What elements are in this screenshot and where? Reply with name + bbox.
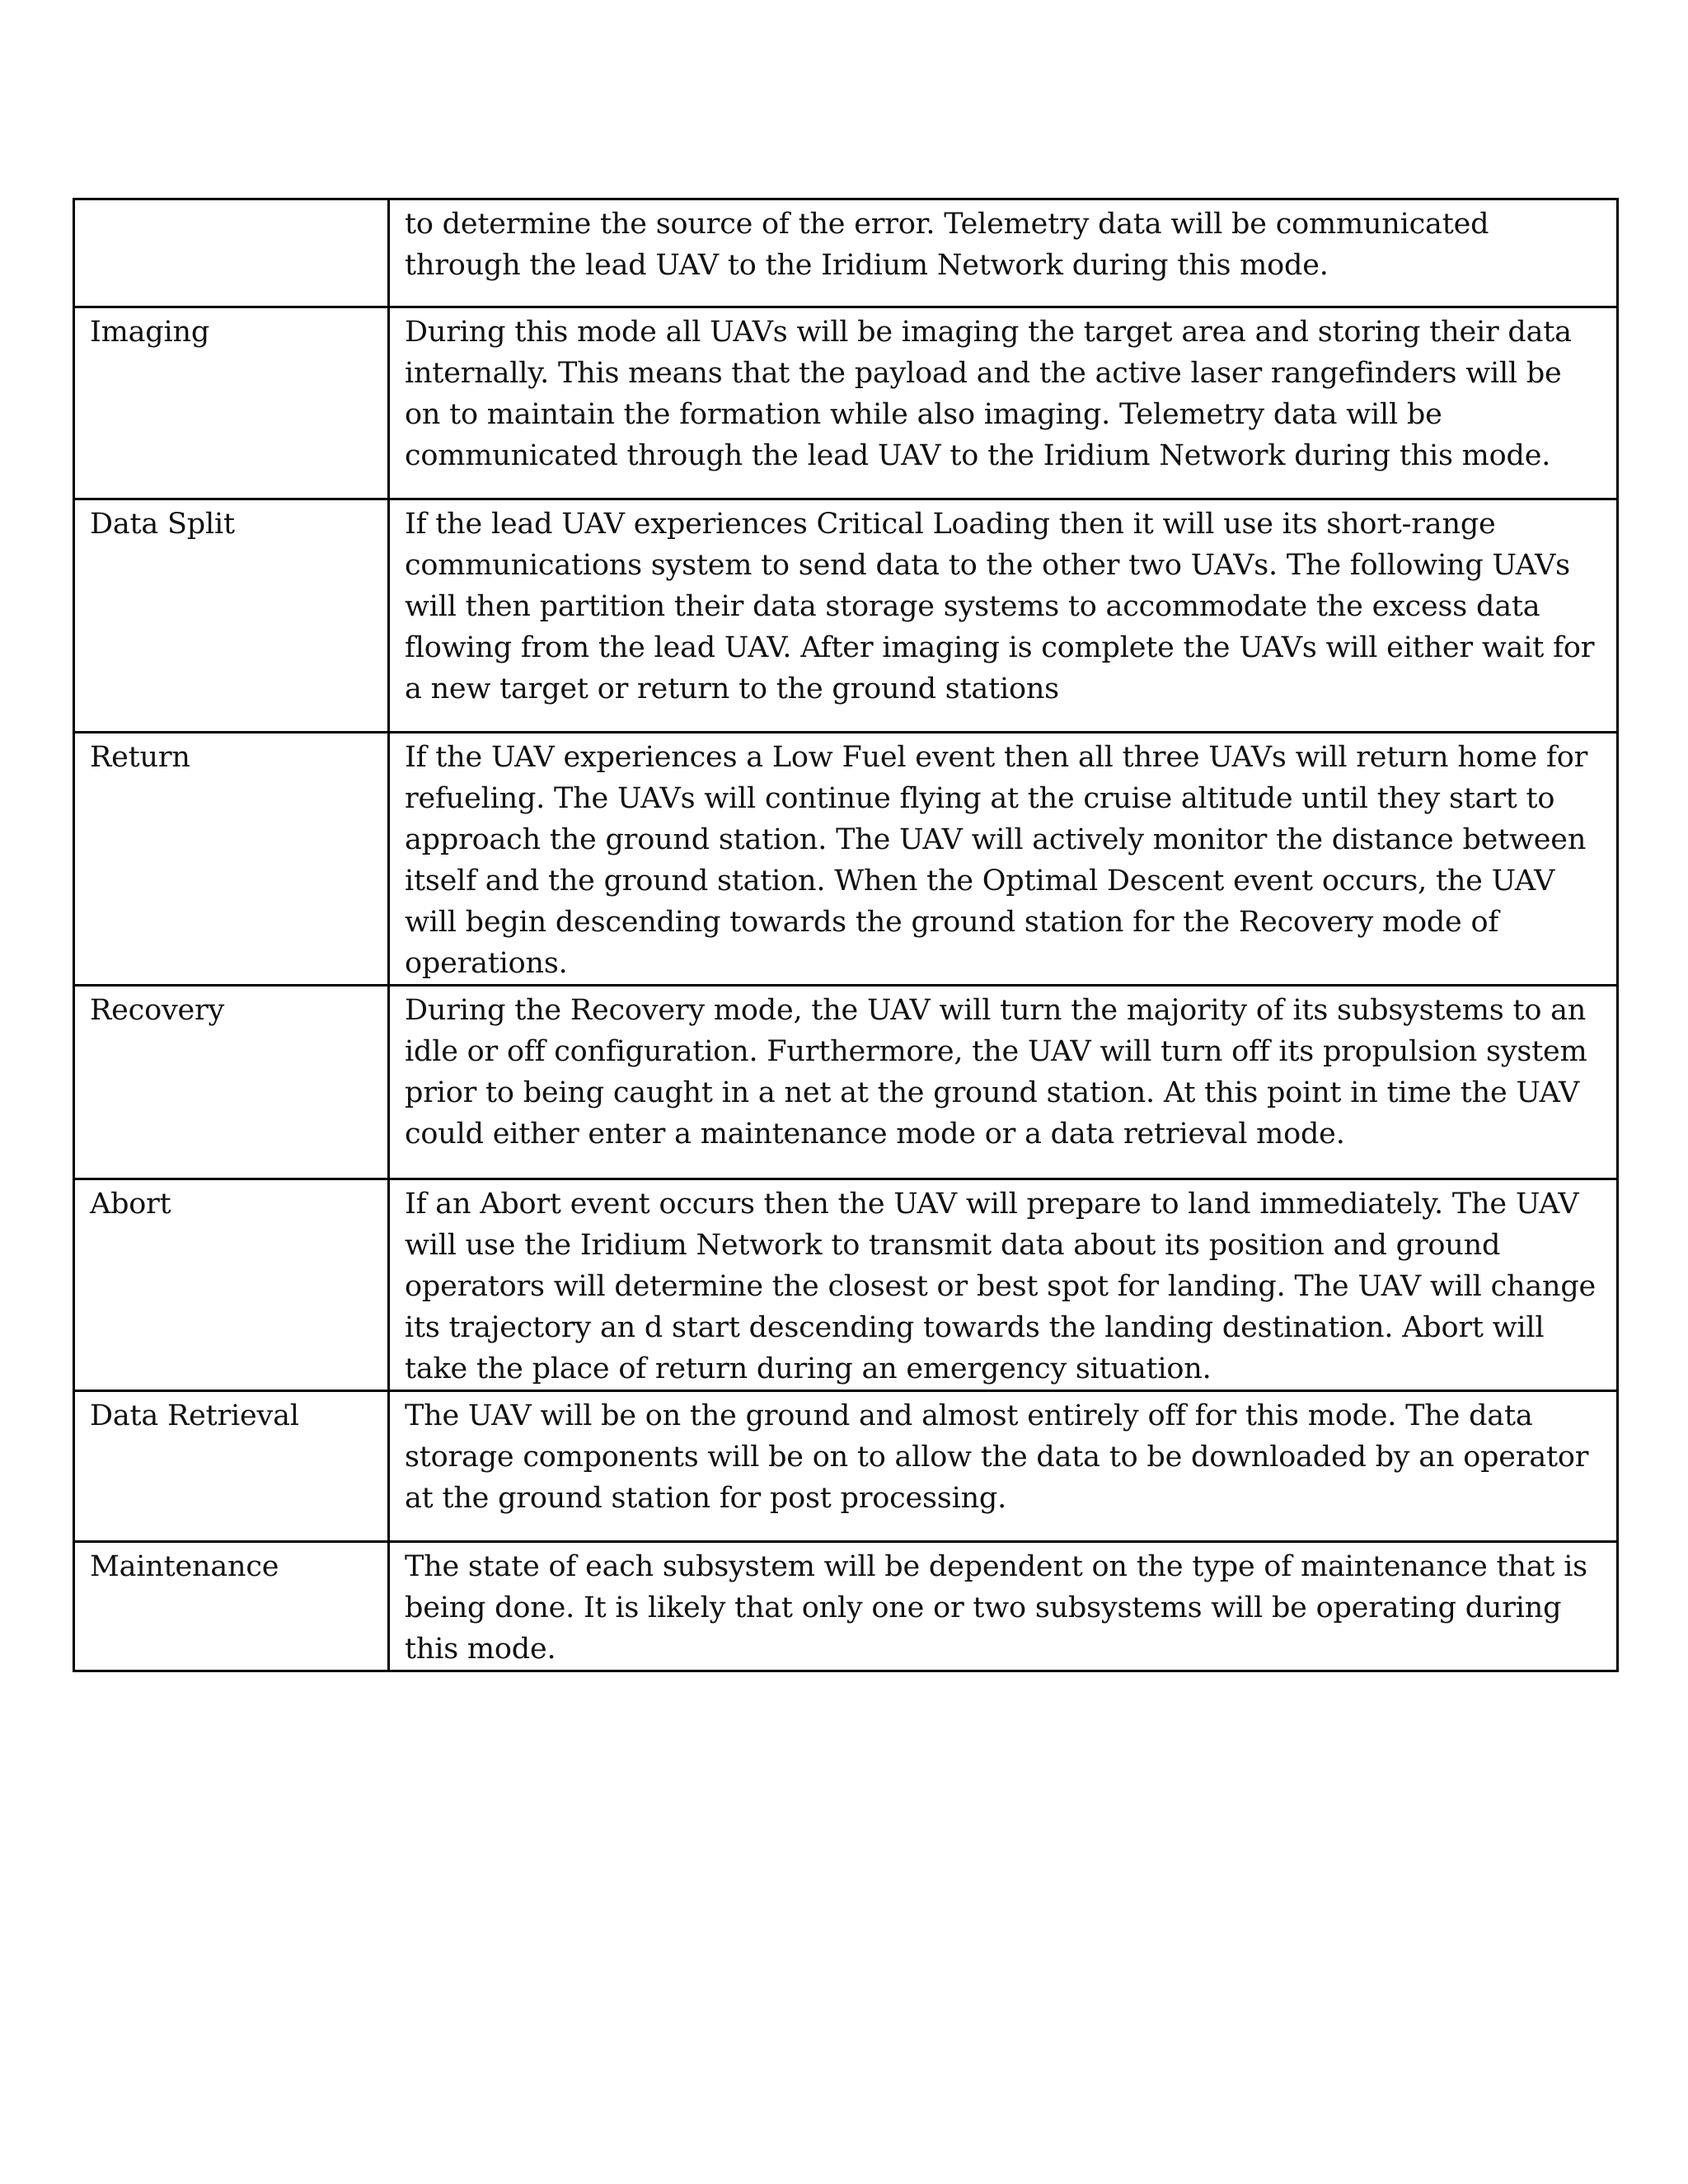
mode-description-cell	[389, 199, 1618, 307]
mode-name: Recovery	[90, 994, 225, 1027]
mode-name-cell	[74, 499, 389, 733]
mode-description: If the lead UAV experiences Critical Loading then it will use its short-range communications system to send data to the other two UAVs. The following UAVs will then partition their data storage systems to accommodate the excess data flowing from the lead UAV. After imaging is complete the UAVs will either wait for a new target or return to the ground stations	[405, 508, 1595, 705]
mode-name: Return	[90, 741, 190, 774]
mode-name: Data Split	[90, 508, 235, 541]
mode-name-cell	[74, 733, 389, 986]
mode-description-cell	[389, 1179, 1618, 1391]
mode-description-cell	[389, 986, 1618, 1179]
mode-name: Abort	[90, 1188, 171, 1221]
mode-name-cell	[74, 307, 389, 499]
mode-name: Data Retrieval	[90, 1399, 299, 1432]
mode-description: If the UAV experiences a Low Fuel event then all three UAVs will return home for refueling. The UAVs will continue flying at the cruise altitude until they start to approach the ground station. The UAV will actively monitor the distance between itself and the ground station. When the Optimal Descent event occurs, the UAV will begin descending towards the ground station for the Recovery mode of operations.	[405, 741, 1588, 980]
table-row	[74, 1179, 1618, 1391]
mode-name-cell	[74, 1542, 389, 1671]
mode-description-cell	[389, 1542, 1618, 1671]
mode-name: Imaging	[90, 316, 210, 349]
mode-description: The UAV will be on the ground and almost entirely off for this mode. The data storage components will be on to allow the data to be downloaded by an operator at the ground station for post processing.	[405, 1399, 1589, 1515]
mode-description: The state of each subsystem will be dependent on the type of maintenance that is being done. It is likely that only one or two subsystems will be operating during this mode.	[405, 1550, 1587, 1666]
mode-description: If an Abort event occurs then the UAV will prepare to land immediately. The UAV will use the Iridium Network to transmit data about its position and ground operators will determine the closest or best spot for landing. The UAV will change its trajectory an d start descending towards the landing destination. Abort will take the place of return during an emergency situation.	[405, 1188, 1597, 1385]
mode-description: During the Recovery mode, the UAV will turn the majority of its subsystems to an idle or off configuration. Furthermore, the UAV will turn off its propulsion system prior to being caught in a net at the ground station. At this point in time the UAV could either enter a maintenance mode or a data retrieval mode.	[405, 994, 1587, 1151]
table-row	[74, 986, 1618, 1179]
table-row	[74, 199, 1618, 307]
mode-description: to determine the source of the error. Telemetry data will be communicated through the lead UAV to the Iridium Network during this mode.	[405, 208, 1489, 282]
mode-name-cell	[74, 199, 389, 307]
table-row	[74, 307, 1618, 499]
operational-modes-table	[73, 198, 1619, 1672]
mode-description: During this mode all UAVs will be imaging the target area and storing their data internally. This means that the payload and the active laser rangefinders will be on to maintain the formation while also imaging. Telemetry data will be communicated through the lead UAV to the Iridium Network during this mode.	[405, 316, 1572, 472]
mode-description-cell	[389, 1391, 1618, 1542]
mode-name-cell	[74, 986, 389, 1179]
table-row	[74, 499, 1618, 733]
table-row	[74, 1542, 1618, 1671]
mode-name-cell	[74, 1179, 389, 1391]
mode-name-cell	[74, 1391, 389, 1542]
mode-description-cell	[389, 733, 1618, 986]
mode-description-cell	[389, 499, 1618, 733]
mode-name: Maintenance	[90, 1550, 279, 1583]
mode-description-cell	[389, 307, 1618, 499]
table-row	[74, 1391, 1618, 1542]
table-row	[74, 733, 1618, 986]
